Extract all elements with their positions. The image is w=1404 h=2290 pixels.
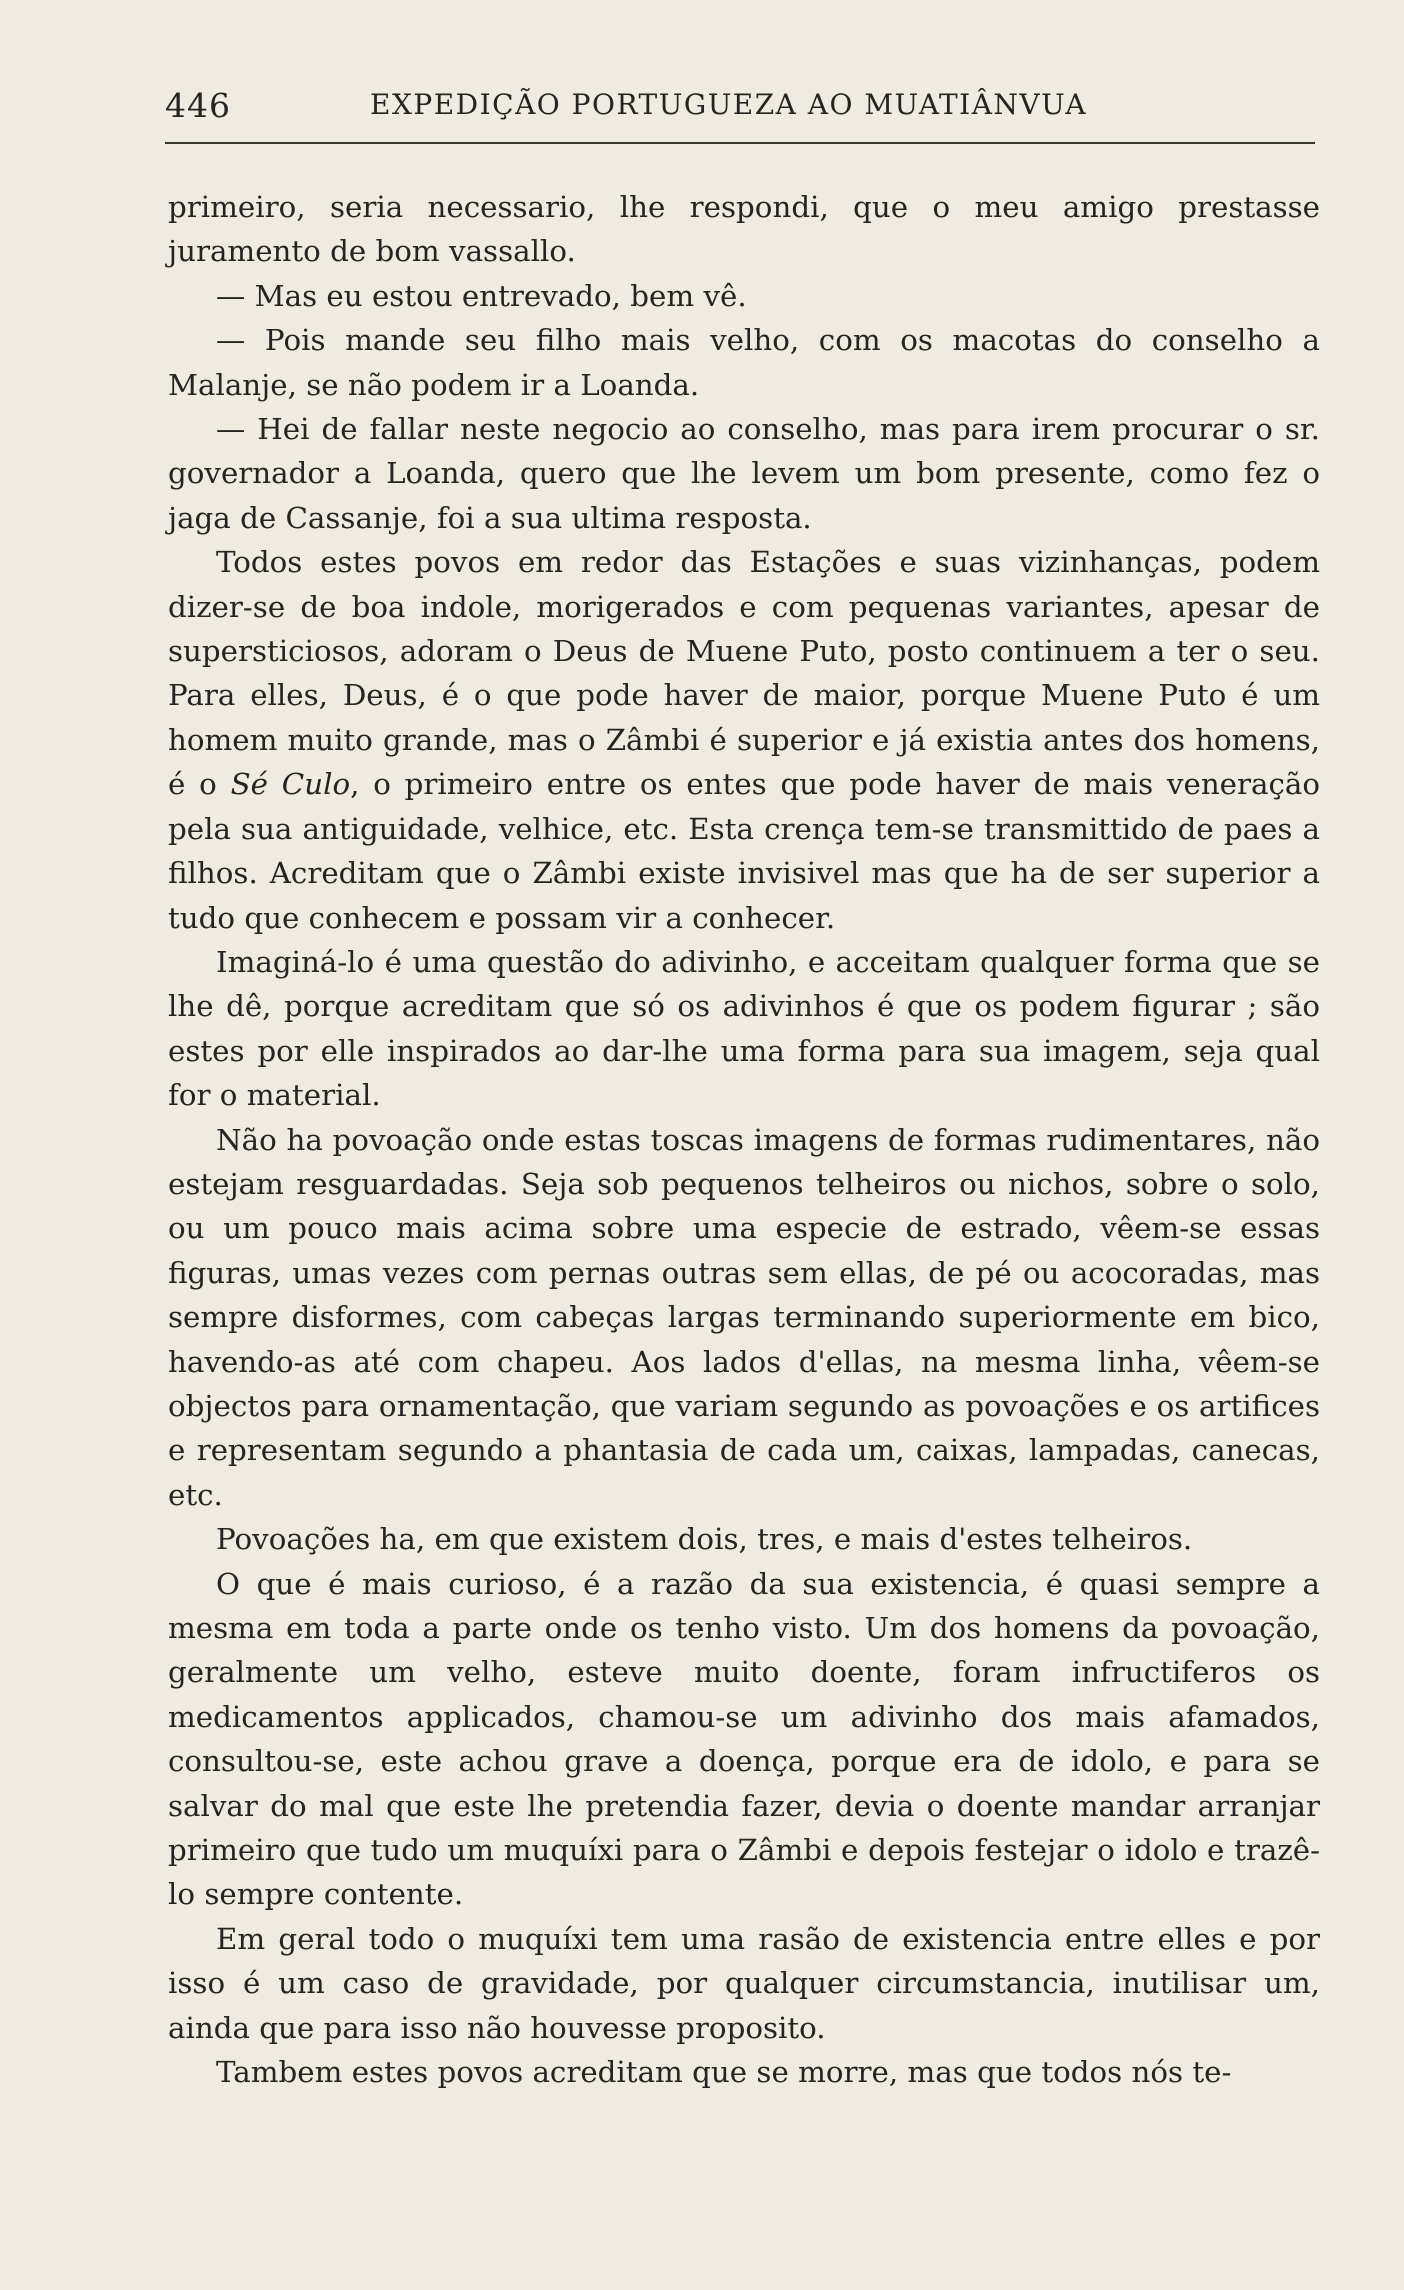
body-text (168, 185, 1320, 2094)
paragraph: — Hei de fallar neste negocio ao conselho, mas para irem procurar o sr. governador a Loanda, quero que lhe levem um bom presente, como fez o jaga de Cassanje, foi a sua ultima resposta. (168, 412, 1320, 535)
paragraph: O que é mais curioso, é a razão da sua existencia, é quasi sempre a mesma em toda a parte onde os tenho visto. Um dos homens da povoação, geralmente um velho, esteve muito doente, foram infructiferos os medicamentos applicados, chamou-se um adivinho dos mais afamados, consultou-se, este achou grave a doença, porque era de idolo, e para se salvar do mal que este lhe pretendia fazer, devia o doente mandar arranjar primeiro que tudo um muquíxi para o Zâmbi e depois festejar o idolo e trazê-lo sempre contente. (168, 1566, 1320, 1912)
page-header (165, 80, 1315, 140)
paragraph-text: , o primeiro entre os entes que pode haver de mais veneração pela sua antiguidade, velhice, etc. Esta crença tem-se transmittido de paes a filhos. Acreditam que o Zâmbi existe invisivel mas que ha de ser superior a tudo que conhecem e possam vir a conhecer. (168, 767, 1321, 935)
paragraph: Imaginá-lo é uma questão do adivinho, e acceitam qualquer forma que se lhe dê, porque acreditam que só os adivinhos é que os podem figurar ; são estes por elle inspirados ao dar-lhe uma forma para sua imagem, seja qual for o material. (168, 944, 1320, 1113)
header-rule (165, 142, 1315, 144)
paragraph (168, 540, 1320, 940)
italic-term: Sé Culo (230, 767, 351, 802)
paragraph: Tambem estes povos acreditam que se morre, mas que todos nós te- (216, 2055, 1232, 2090)
paragraph: Não ha povoação onde estas toscas imagens de formas rudimentares, não estejam resguardadas. Seja sob pequenos telheiros ou nichos, sobre o solo, ou um pouco mais acima sobre uma especie de estrado, vêem-se essas figuras, umas vezes com pernas outras sem ellas, de pé ou acocoradas, mas sempre disformes, com cabeças largas terminando superiormente em bico, havendo-as até com chapeu. Aos lados d'ellas, na mesma linha, vêem-se objectos para ornamentação, que variam segundo as povoações e os artifices e representam segundo a phantasia de cada um, caixas, lampadas, canecas, etc. (168, 1122, 1320, 1512)
paragraph: primeiro, seria necessario, lhe respondi, que o meu amigo prestasse juramento de bom vassallo. (168, 190, 1320, 269)
paragraph: Em geral todo o muquíxi tem uma rasão de existencia entre elles e por isso é um caso de gravidade, por qualquer circumstancia, inutilisar um, ainda que para isso não houvesse proposito. (168, 1921, 1320, 2045)
page-number: 446 (165, 86, 231, 125)
running-title: EXPEDIÇÃO PORTUGUEZA AO MUATIÂNVUA (370, 88, 1088, 121)
paragraph: — Pois mande seu filho mais velho, com os macotas do conselho a Malanje, se não podem ir a Loanda. (168, 323, 1320, 402)
paragraph-text: Todos estes povos em redor das Estações e suas vizinhanças, podem dizer-se de boa indole, morigerados e com pequenas variantes, apesar de supersticiosos, adoram o Deus de Muene Puto, posto continuem a ter o seu. Para elles, Deus, é o que pode haver de maior, porque Muene Puto é um homem muito grande, mas o Zâmbi é superior e já existia antes dos homens, é o (168, 545, 1320, 802)
paragraph: — Mas eu estou entrevado, bem vê. (216, 278, 747, 313)
paragraph: Povoações ha, em que existem dois, tres, e mais d'estes telheiros. (216, 1522, 1193, 1557)
